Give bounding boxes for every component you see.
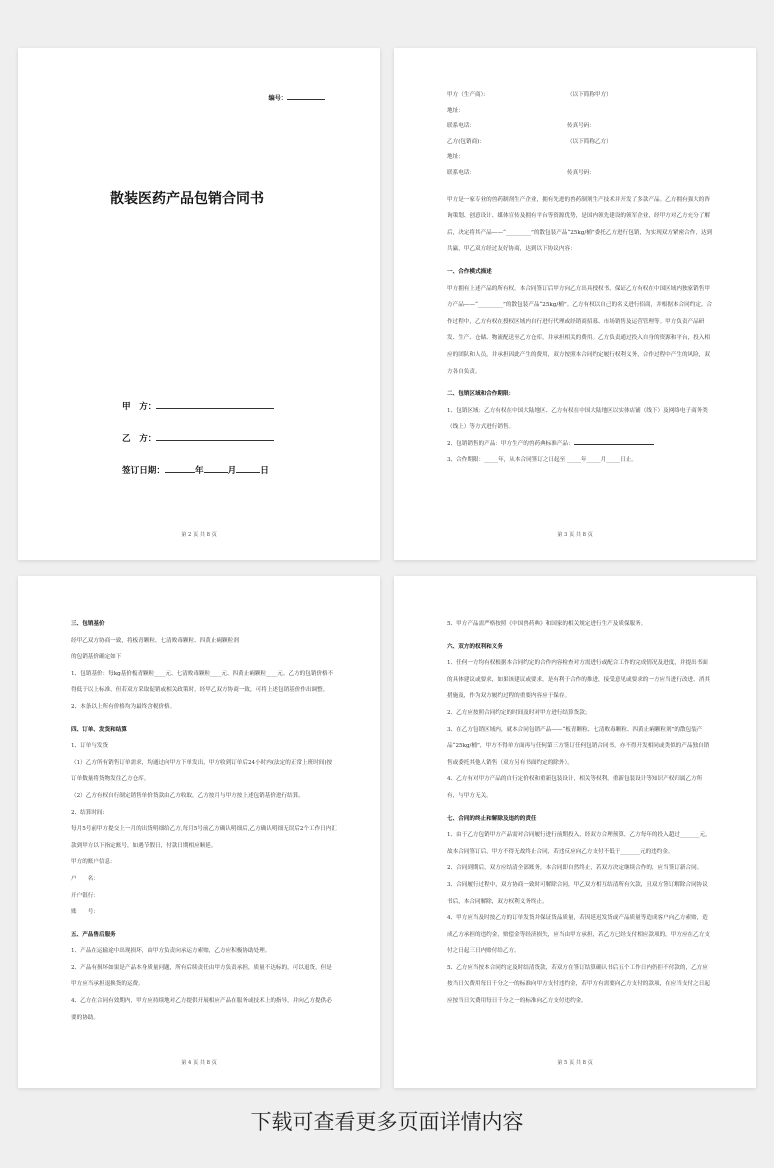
top-line: 5、甲方产品需严格按照《中国兽药典》和国家的相关规定进行生产及质保服务。	[447, 621, 647, 627]
page-footer: 第 5 页 共 8 页	[557, 1060, 593, 1066]
party-header-block	[447, 88, 713, 182]
section-7-line: 2、合同到期后，双方应结清全部账务，本合同即自然终止，若双方决定继续合作的，应当签订新合同。	[447, 865, 703, 872]
section-4-line: 1、订单与发货	[71, 743, 109, 750]
page-5-content	[447, 616, 713, 1010]
section-3-line: 1、包销基价：每kg基价板青颗粒____元、七清败毒颗粒____元、四黄止痢颗粒____元。乙方的包销价格不得低于以上标准，但若双方采取促销或相关政策时，经甲乙双方协商一致，可将上述包销基价作出调整。	[71, 670, 334, 694]
section-3-line: 2、本条以上所有价格均为最终含税价格。	[71, 703, 176, 710]
section-3-line: 经甲乙双方协商一致，将板青颗粒、七清败毒颗粒、四黄止痢颗粒剂	[71, 637, 239, 644]
contract-page-3	[394, 48, 756, 560]
account-name-line: 户 名：	[71, 875, 99, 882]
header-line: 甲方（生产商）： （以下简称甲方）	[447, 92, 612, 98]
section-2-heading: 二、包销区域和合作期限：	[447, 391, 515, 398]
bank-line: 开户银行：	[71, 892, 99, 899]
party-a-field: 甲 方：	[122, 400, 274, 412]
page-footer: 第 2 页 共 8 页	[181, 532, 217, 538]
sign-date-field: 签订日期： 年 月 日	[122, 466, 269, 476]
section-7-line: 5、乙方应当按本合同约定及时结清货款，若双方在签订结算确认书后五个工作日内仍拒不付款的，乙方应按当日欠费用每日千分之一的标准向甲方支付违约金，若甲方有需要向乙方支付的款项，在应当支付之日起应按当日欠费用每日千分之一的标准向乙方支付违约金。	[447, 964, 710, 1005]
header-line: 联系电话： 传真号码：	[447, 123, 595, 130]
section-4-line: 每月5号前甲方提交上一月的出货明细给乙方,每月5号前乙方确认明细后,乙方确认明细无误后2个工作日内汇款到甲方以下指定账号，如遇节假日，付款日期相应顺延。	[71, 826, 337, 849]
section-5-line: 1、产品在运输途中出现损坏，由甲方负责向承运方索赔，乙方应积极协助处理。	[71, 948, 271, 955]
section-5-line: 2、产品有损坏如果是产品本身质量问题，所有后续责任由甲方负责承担，质量不达标的，可以退货，但是甲方应当承担退换货的运费。	[71, 964, 332, 988]
header-line: 地址：	[447, 107, 464, 114]
section-5-heading: 五、产品售后服务	[71, 931, 116, 938]
section-7-line: 3、合同履行过程中，双方协商一致时可解除合同，甲乙双方相互结清所有欠款，且双方签订解除合同协议书后，本合同解除，双方权利义务终止。	[447, 881, 708, 905]
section-4-line: （2）乙方有权自行制定销售单价货款由乙方收取，乙方按月与甲方按上述包销基价进行结算。	[71, 792, 304, 799]
download-caption: 下载可查看更多页面详情内容	[250, 1110, 524, 1134]
page-footer: 第 3 页 共 8 页	[557, 532, 593, 538]
section-2-line: 1、包销区域：乙方有权在中国大陆地区、乙方有权在中国大陆地区以实体店铺（线下）及网络电子商务类（线上）等方式进行销售。	[447, 407, 708, 431]
section-7-heading: 七、合同的终止和解除及违约的责任	[447, 815, 537, 822]
section-4-heading: 四、订单、发货和结算	[71, 726, 127, 733]
section-6-line: 3、在乙方包销区域内，就本合同包销产品——“板青颗粒、七清败毒颗粒、四黄止痢颗粒剂”的散包装产品“25kg/桶”，甲方不得单方面再与任何第三方签订任何包销合同书，亦不得开发相同或类似的产品独自销售或委托其他人销售（双方另有书面约定的除外）。	[447, 726, 710, 766]
page-footer: 第 4 页 共 8 页	[181, 1060, 217, 1066]
section-6-line: 1、任何一方均有权根据本合同约定的合作内容检查对方需进行或配合工作的完成情况及进度，并提出书面的具体建议或要求，如果该建议或要求，是有利于合作的推进，接受意见或要求的一方应当进行改进、消其措施及，作为双方履约过程的重要内容应于保存。	[447, 660, 710, 700]
section-7-line: 1、由于乙方包销甲方产品需对合同履行进行前期投入，经双方合理预算，乙方每年的投入超过_______元，故本合同签订后，甲方不得无故终止合同，若违反应向乙方支付不低于_______元的违约金。	[447, 832, 711, 855]
account-number-line: 账 号：	[71, 909, 99, 916]
section-6-heading: 六、双方的权利和义务	[447, 643, 503, 650]
contract-page-5	[394, 576, 756, 1088]
contract-number-label: 编号：	[268, 93, 325, 102]
section-3-heading: 三、包销基价	[71, 621, 105, 627]
document-title: 散装医药产品包销合同书	[110, 191, 264, 207]
section-2-line: 3、合作期限：_____年，从本合同签订之日起至 _____年_____月_____日止。	[447, 457, 637, 464]
party-b-field: 乙 方：	[122, 432, 274, 444]
section-6-line: 2、乙方应按照合同约定的时间及时对甲方进行结算货款；	[447, 709, 591, 716]
section-5-line: 4、乙方在合同有效期内，甲方应持续地对乙方提供开展相应产品在服务或技术上的指导，并向乙方提供必要的协助。	[71, 998, 332, 1021]
page-3-content	[447, 88, 713, 469]
section-1-heading: 一、合作模式描述	[447, 268, 492, 275]
section-2-line: 2、包销销售的产品：甲方生产的兽药典标准产品：	[447, 436, 713, 453]
section-7-line: 4、甲方应当及时按乙方的订单发货并保证货品质量，若因延迟发货或产品质量等造成客户向乙方索赔，造成乙方承担的违约金，赔偿金等经济损失，应当由甲方承担，若乙方已经支付相应款项的，甲方应在乙方支付之日起三日内赔付给乙方。	[447, 915, 710, 955]
section-4-line: （1）乙方所有销售订单需求，均通过向甲方下单发出，甲方收到订单后24小时内(法定的正常上班时间)按订单数量将货物发往乙方仓库。	[71, 759, 333, 783]
contract-page-2	[18, 48, 380, 560]
section-6-line: 4、乙方有对甲方产品的自行定价权和重新包装设计，相关等权利，重新包装设计等知识产权归属乙方所有，与甲方无关。	[447, 776, 703, 799]
contract-page-4	[18, 576, 380, 1088]
section-3-line: 的包销基价确定如下	[71, 654, 122, 661]
section-1-body: 甲方拥有上述产品的所有权。本合同签订后甲方向乙方出具授权书，保证乙方有权在中国区域内独家销售甲方产品——“_________”的散包装产品“25kg/桶”。乙方有权以自己的名义进行招商，并根据本合同约定，合作过程中，乙方有权在授权区域内自行进行代理或经销商招募、市场销售及运营管理等。甲方负责产品研发、生产、仓储、物流配送至乙方仓库，并承担相关的费用。乙方负责通过投入自身的资源和平台，投入相应的团队和人员，并承担因此产生的费用，双方按照本合同约定履行权利义务，合作过程中产生的风险，双方各自负责。	[447, 285, 713, 375]
intro-paragraph: 甲方是一家专业的兽药制剂生产企业，拥有先进的兽药制剂生产技术并开发了多款产品。乙方拥有强大的咨询策划、创意设计、媒体宣传及拥有平台等资源优势，是国内领先建设的领军企业，经甲方对乙方充分了解后，决定将其产品——“_________”的散包装产品“25kg/桶”委托乙方进行包销，为实现双方紧密合作，达到共赢，甲乙双方经过友好协商，达到以下协议内容：	[447, 196, 713, 253]
section-4-line: 甲方的账户信息:	[71, 859, 113, 866]
header-line: 联系电话： 传真号码：	[447, 169, 595, 176]
header-line: 地址：	[447, 154, 464, 161]
header-line: 乙方(包销商)： （以下简称乙方）	[447, 138, 612, 145]
page-4-content	[71, 616, 337, 1026]
section-4-line: 2、结算时间:	[71, 809, 105, 816]
